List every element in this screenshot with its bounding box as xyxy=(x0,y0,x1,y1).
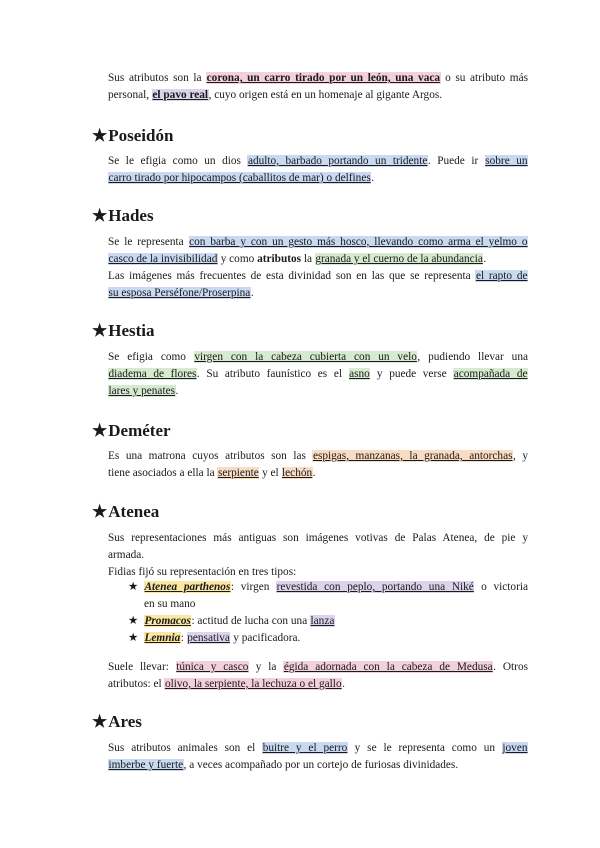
text-line xyxy=(108,740,528,757)
highlight: espigas, manzanas, la granada, antorchas xyxy=(312,450,513,462)
heading-poseidon xyxy=(92,126,173,146)
highlight: buitre y el perro xyxy=(262,742,348,754)
highlight: con barba y con un gesto más hosco, llevando como arma el yelmo o xyxy=(189,236,528,248)
highlight: lanza xyxy=(310,615,335,627)
heading-hestia xyxy=(92,321,155,341)
text-line xyxy=(144,579,528,596)
text-line: armada. xyxy=(108,549,145,561)
text-line: Fidias fijó su representación en tres tipos: xyxy=(108,566,297,578)
highlight: adulto, barbado portando un tridente xyxy=(247,155,428,167)
star-bullet-icon: ★ xyxy=(128,615,139,627)
highlight: Lemnia xyxy=(144,632,181,644)
text: y la xyxy=(248,661,284,673)
text: tiene asociados a ella la xyxy=(108,467,218,479)
text: Sus atributos son la xyxy=(108,72,207,84)
highlight: joven xyxy=(502,742,528,754)
text-line xyxy=(108,757,528,774)
text: . Su atributo faunístico es el xyxy=(196,368,349,380)
text: . xyxy=(342,678,345,690)
heading-text: Deméter xyxy=(108,421,171,440)
list-item xyxy=(128,613,528,630)
text: personal, xyxy=(108,89,152,101)
text: Sus atributos animales son el xyxy=(108,742,263,754)
text: y se le representa como un xyxy=(347,742,502,754)
text: Suele llevar: xyxy=(108,661,176,673)
star-bullet-icon: ★ xyxy=(128,632,139,644)
text: Se le efigia como un dios xyxy=(108,155,248,167)
text-line xyxy=(108,87,528,104)
highlight: Promacos xyxy=(144,615,191,627)
text-line xyxy=(108,465,528,482)
text-line xyxy=(108,448,528,465)
heading-text: Hades xyxy=(108,206,154,225)
text: Es una matrona cuyos atributos son las xyxy=(108,450,313,462)
text: : actitud de lucha con una xyxy=(191,615,311,627)
heading-text: Hestia xyxy=(108,321,155,340)
text: . xyxy=(312,467,316,479)
text-line xyxy=(108,285,528,302)
text: Se le representa xyxy=(108,236,189,248)
list-item xyxy=(128,630,528,647)
text: . xyxy=(483,253,487,265)
text: : xyxy=(180,632,187,644)
highlight: Atenea parthenos xyxy=(144,581,231,593)
hera-paragraph xyxy=(108,70,528,104)
atenea-paragraph-1 xyxy=(108,530,528,581)
highlight: imberbe y fuerte xyxy=(108,759,184,771)
star-icon: ★ xyxy=(92,321,108,340)
highlight: pensativa xyxy=(187,632,230,644)
highlight: serpiente xyxy=(217,467,259,479)
text: . Otros xyxy=(493,661,528,673)
highlight-hera-attributes: corona, un carro tirado por un león, una vaca xyxy=(206,72,441,84)
star-icon: ★ xyxy=(92,421,108,440)
text-line xyxy=(108,153,528,170)
highlight: revestida con peplo, portando una Niké xyxy=(276,581,474,593)
text: y pacificadora. xyxy=(230,632,301,644)
highlight: diadema de flores xyxy=(108,368,197,380)
highlight: virgen con la cabeza cubierta con un velo xyxy=(194,351,417,363)
text: y como xyxy=(217,253,258,265)
hestia-paragraph xyxy=(108,349,528,400)
text: Se efigia como xyxy=(108,351,194,363)
highlight: casco de la invisibilidad xyxy=(108,253,218,265)
highlight: el rapto de xyxy=(475,270,528,282)
star-icon: ★ xyxy=(92,206,108,225)
text-line xyxy=(108,70,528,87)
heading-hades xyxy=(92,206,154,226)
highlight: túnica y casco xyxy=(176,661,249,673)
text: : virgen xyxy=(230,581,277,593)
star-icon: ★ xyxy=(92,126,108,145)
text-line xyxy=(144,630,528,647)
heading-text: Ares xyxy=(108,712,142,731)
text-line xyxy=(108,349,528,366)
atenea-types-list xyxy=(128,579,528,647)
highlight: lares y penates xyxy=(108,385,175,397)
text: , y xyxy=(513,450,528,462)
poseidon-paragraph xyxy=(108,153,528,187)
text: Las imágenes más frecuentes de esta divinidad son en las que se representa xyxy=(108,270,476,282)
hades-paragraph xyxy=(108,234,528,302)
text: y puede verse xyxy=(370,368,454,380)
text-line xyxy=(108,251,528,268)
text: la xyxy=(301,253,315,265)
text-line xyxy=(108,676,528,693)
heading-demeter xyxy=(92,421,171,441)
highlight: granada y el cuerno de la abundancia xyxy=(315,253,483,265)
atenea-paragraph-2 xyxy=(108,659,528,693)
text: . xyxy=(175,385,179,397)
text: , a veces acompañado por un cortejo de furiosas divinidades. xyxy=(183,759,459,771)
heading-text: Poseidón xyxy=(108,126,174,145)
list-item xyxy=(128,579,528,613)
text: . xyxy=(250,287,254,299)
highlight: lechón xyxy=(282,467,313,479)
highlight: égida adornada con la cabeza de Medusa xyxy=(283,661,493,673)
highlight-pavo-real: el pavo real xyxy=(152,89,209,101)
highlight: carro tirado por hipocampos (caballitos de mar) o delfines xyxy=(108,172,371,184)
highlight: olivo, la serpiente, la lechuza o el gallo xyxy=(164,678,342,690)
text: . xyxy=(371,172,375,184)
ares-paragraph xyxy=(108,740,528,774)
highlight: asno xyxy=(349,368,370,380)
text: o victoria xyxy=(474,581,528,593)
text: o su atributo más xyxy=(440,72,528,84)
text: y el xyxy=(259,467,282,479)
text: , pudiendo llevar una xyxy=(417,351,528,363)
text-line xyxy=(108,383,528,400)
text-line xyxy=(108,170,528,187)
bold-text: atributos xyxy=(257,253,302,265)
text: . Puede ir xyxy=(427,155,485,167)
text-line xyxy=(108,234,528,251)
text-line: en su mano xyxy=(144,598,196,610)
text-line xyxy=(108,659,528,676)
heading-ares xyxy=(92,712,142,732)
heading-text: Atenea xyxy=(108,502,160,521)
highlight: acompañada de xyxy=(453,368,528,380)
text: atributos: el xyxy=(108,678,165,690)
demeter-paragraph xyxy=(108,448,528,482)
text: , cuyo origen está en un homenaje al gigante Argos. xyxy=(208,89,443,101)
star-icon: ★ xyxy=(92,712,108,731)
text-line: Sus representaciones más antiguas son imágenes votivas de Palas Atenea, de pie y xyxy=(108,532,528,544)
heading-atenea xyxy=(92,502,159,522)
star-bullet-icon: ★ xyxy=(128,581,139,593)
text-line xyxy=(108,268,528,285)
highlight: su esposa Perséfone/Proserpina xyxy=(108,287,251,299)
star-icon: ★ xyxy=(92,502,108,521)
text-line xyxy=(144,613,528,630)
highlight: sobre un xyxy=(485,155,528,167)
text-line xyxy=(108,366,528,383)
